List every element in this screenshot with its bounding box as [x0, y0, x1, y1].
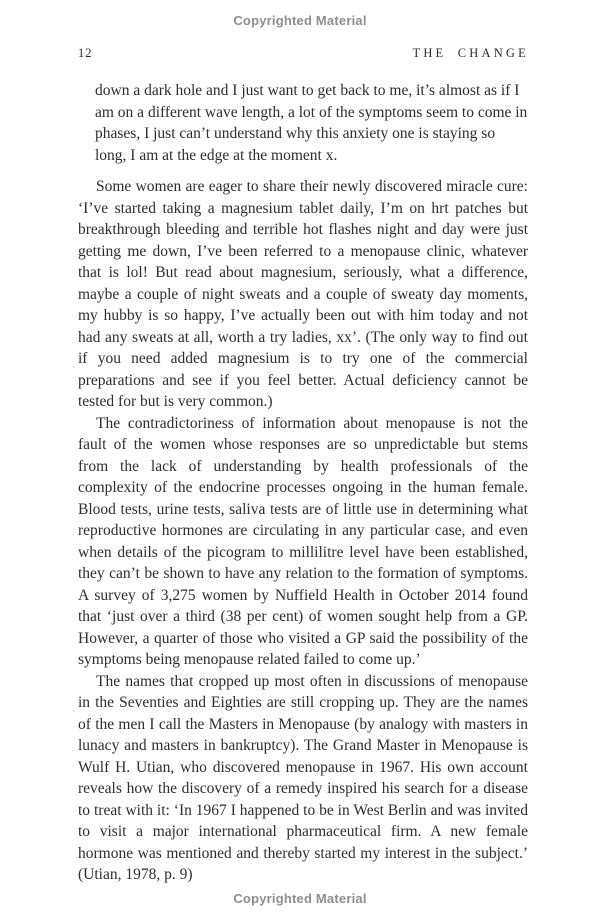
running-title: THE CHANGE: [412, 46, 529, 60]
copyright-notice-bottom: Copyrighted Material: [233, 891, 367, 906]
block-quote: down a dark hole and I just want to get back to me, it’s almost as if I am on a different wave length, a lot of the symptoms seem to come in phases, I just can’t understand why this anxiety one is staying so long, I am at the edge at the moment x.: [95, 82, 528, 164]
page-body: [78, 80, 528, 886]
paragraph-contradictoriness: The contradictoriness of information about menopause is not the fault of the women whose responses are so unpredictable but stems from the lack of understanding by health professionals of the complexity of the endocrine processes ongoing in the human female. Blood tests, urine tests, saliva tests are of little use in determining what reproductive hormones are circulating in any particular case, and even when details of the picogram to millilitre level have been established, they can’t be shown to have any relation to the formation of symptoms. A survey of 3,275 women by Nuffield Health in October 2014 found that ‘just over a third (38 per cent) of women sought help from a GP. However, a quarter of those who visited a GP said the possibility of the symptoms being menopause related failed to come up.’: [78, 414, 528, 668]
paragraph-miracle-cure: Some women are eager to share their newly discovered miracle cure: ‘I’ve started taking a magnesium tablet daily, I’m on hrt patches but breakthrough bleeding and terrible hot flashes night and day were just getting me down, I’ve been referred to a menopause clinic, whatever that is lol! But read about magnesium, seriously, what a difference, maybe a couple of night sweats and a couple of sweaty day moments, my hubby is so happy, I’ve actually been out with him today and not had any sweats at all, worth a try ladies, xx’. (The only way to find out if you need added magnesium is to try one of the commercial preparations and see if you feel better. Actual deficiency cannot be tested for but is very common.): [78, 178, 528, 410]
running-header: [78, 46, 529, 61]
page-number: 12: [78, 46, 93, 60]
copyright-notice-top: Copyrighted Material: [233, 13, 367, 28]
paragraph-masters-in-menopause: The names that cropped up most often in discussions of menopause in the Seventies and Eighties are still cropping up. They are the names of the men I call the Masters in Menopause (by analogy with masters in lunacy and masters in bankruptcy). The Grand Master in Menopause is Wulf H. Utian, who discovered menopause in 1967. His own account reveals how the discovery of a remedy inspired his search for a disease to treat with it: ‘In 1967 I happened to be in West Berlin and was invited to visit a major international pharmaceutical firm. A new female hormone was mentioned and thereby started my interest in the subject.’ (Utian, 1978, p. 9): [78, 672, 528, 883]
